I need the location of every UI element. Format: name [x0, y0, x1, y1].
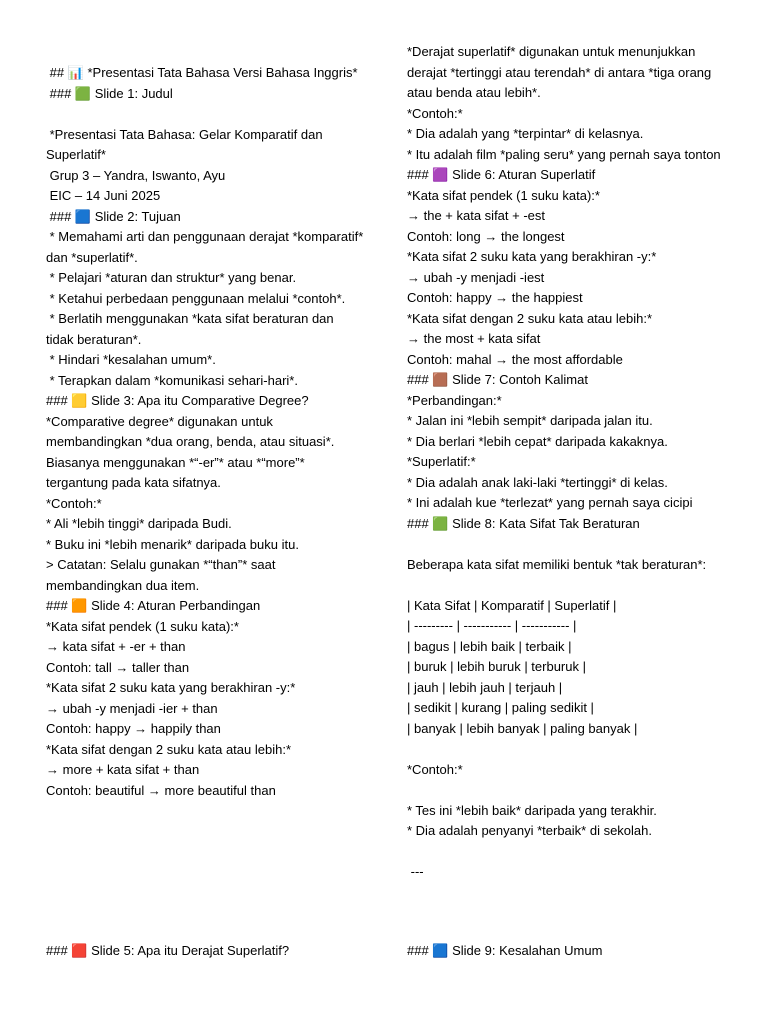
text-line: | --------- | ----------- | ----------- | — [407, 618, 577, 633]
text-line: *Contoh:* — [407, 105, 463, 121]
text-line: * Dia adalah yang *terpintar* di kelasnya. — [407, 126, 644, 141]
text-line: *Perbandingan:* — [407, 392, 502, 408]
text-line: → more + kata sifat + than — [46, 762, 200, 777]
text-line — [407, 534, 732, 555]
text-line — [46, 104, 364, 125]
text-line: Biasanya menggunakan *“-er”* atau *“more”* tergantung pada kata sifatnya. — [46, 454, 309, 490]
text-line: * Ali *lebih tinggi* daripada Budi. — [46, 516, 232, 531]
text-line: * Tes ini *lebih baik* daripada yang terakhir. — [407, 802, 657, 818]
text-line: *Kata sifat dengan 2 suku kata atau lebih:* — [407, 310, 653, 326]
text-line: Contoh: beautiful → more beautiful than — [46, 782, 276, 798]
text-line: *Kata sifat pendek (1 suku kata):* — [46, 618, 239, 634]
text-line: → ubah -y menjadi -ier + than — [46, 700, 218, 716]
text-line: *Kata sifat 2 suku kata yang berakhiran -y:* — [407, 249, 657, 264]
text-line: *Presentasi Tata Bahasa: Gelar Komparatif dan Superlatif* — [46, 126, 327, 162]
text-line: ## 📊 *Presentasi Tata Bahasa Versi Bahasa Inggris* — [46, 65, 358, 80]
text-line: *Contoh:* — [407, 761, 463, 777]
text-line: Contoh: long → the longest — [407, 228, 565, 244]
text-line — [407, 575, 732, 596]
text-line: * Memahami arti dan penggunaan derajat *komparatif* dan *superlatif*. — [46, 229, 367, 265]
text-line: → kata sifat + -er + than — [46, 639, 186, 654]
text-line: * Hindari *kesalahan umum*. — [46, 352, 216, 367]
text-line: Contoh: tall → taller than — [46, 659, 190, 675]
text-line: | buruk | lebih buruk | terburuk | — [407, 659, 586, 674]
text-line: | Kata Sifat | Komparatif | Superlatif | — [407, 597, 617, 613]
text-line — [407, 739, 732, 760]
text-line: * Itu adalah film *paling seru* yang pernah saya tonton — [407, 146, 721, 162]
text-line: | sedikit | kurang | paling sedikit | — [407, 700, 594, 715]
text-line: * Pelajari *aturan dan struktur* yang benar. — [46, 270, 297, 285]
text-line: > Catatan: Selalu gunakan *“than”* saat membandingkan dua item. — [46, 557, 280, 593]
text-line: | bagus | lebih baik | terbaik | — [407, 638, 572, 654]
text-line: *Comparative degree* digunakan untuk membandingkan *dua orang, benda, atau situasi*. — [46, 413, 335, 449]
text-line: * Terapkan dalam *komunikasi sehari-hari*. — [46, 372, 298, 388]
text-line: * Ini adalah kue *terlezat* yang pernah saya cicipi — [407, 495, 693, 510]
text-line: *Superlatif:* — [407, 454, 476, 469]
text-line: ### 🟩 Slide 8: Kata Sifat Tak Beraturan — [407, 515, 640, 531]
text-line: | banyak | lebih banyak | paling banyak | — [407, 720, 638, 736]
text-line: ### 🟪 Slide 6: Aturan Superlatif — [407, 167, 596, 182]
text-line: Grup 3 – Yandra, Iswanto, Ayu — [46, 167, 226, 183]
text-line — [407, 780, 732, 801]
text-line: ### 🟩 Slide 1: Judul — [46, 85, 173, 101]
text-line: ### 🟦 Slide 2: Tujuan — [46, 208, 181, 224]
text-line: ### 🟧 Slide 4: Aturan Perbandingan — [46, 598, 261, 613]
text-line: *Contoh:* — [46, 495, 102, 511]
text-line: *Kata sifat 2 suku kata yang berakhiran -y:* — [46, 680, 296, 695]
slide-9-heading: ### 🟦 Slide 9: Kesalahan Umum — [407, 943, 603, 958]
text-line: Contoh: happy → the happiest — [407, 290, 583, 305]
text-line: ### 🟨 Slide 3: Apa itu Comparative Degree? — [46, 393, 309, 408]
text-line: *Derajat superlatif* digunakan untuk menunjukkan derajat *tertinggi atau terendah* di antara *tiga orang atau benda atau lebih*. — [407, 44, 715, 100]
text-line: → ubah -y menjadi -iest — [407, 269, 545, 285]
text-line: → the + kata sifat + -est — [407, 208, 546, 223]
right-column — [407, 42, 732, 883]
text-line: Beberapa kata sifat memiliki bentuk *tak beraturan*: — [407, 556, 707, 572]
text-line: * Jalan ini *lebih sempit* daripada jalan itu. — [407, 413, 653, 428]
text-line: EIC – 14 Juni 2025 — [46, 188, 161, 203]
left-column — [46, 63, 367, 801]
text-line: | jauh | lebih jauh | terjauh | — [407, 679, 563, 695]
text-line: → the most + kata sifat — [407, 331, 541, 346]
text-line: *Kata sifat dengan 2 suku kata atau lebih:* — [46, 741, 292, 757]
text-line: * Ketahui perbedaan penggunaan melalui *contoh*. — [46, 290, 346, 306]
text-line: * Dia adalah anak laki-laki *tertinggi* di kelas. — [407, 474, 668, 490]
text-line: * Dia adalah penyanyi *terbaik* di sekolah. — [407, 823, 652, 838]
text-line — [407, 842, 732, 863]
text-line: * Berlatih menggunakan *kata sifat beraturan dan tidak beraturan*. — [46, 311, 338, 347]
slide-5-heading: ### 🟥 Slide 5: Apa itu Derajat Superlatif? — [46, 943, 290, 958]
text-line: *Kata sifat pendek (1 suku kata):* — [407, 187, 600, 203]
text-line: ### 🟫 Slide 7: Contoh Kalimat — [407, 372, 588, 387]
text-line: * Buku ini *lebih menarik* daripada buku itu. — [46, 536, 299, 552]
text-line: Contoh: mahal → the most affordable — [407, 351, 623, 367]
text-line: Contoh: happy → happily than — [46, 721, 221, 736]
text-line: * Dia berlari *lebih cepat* daripada kakaknya. — [407, 433, 668, 449]
text-line: --- — [407, 864, 424, 879]
